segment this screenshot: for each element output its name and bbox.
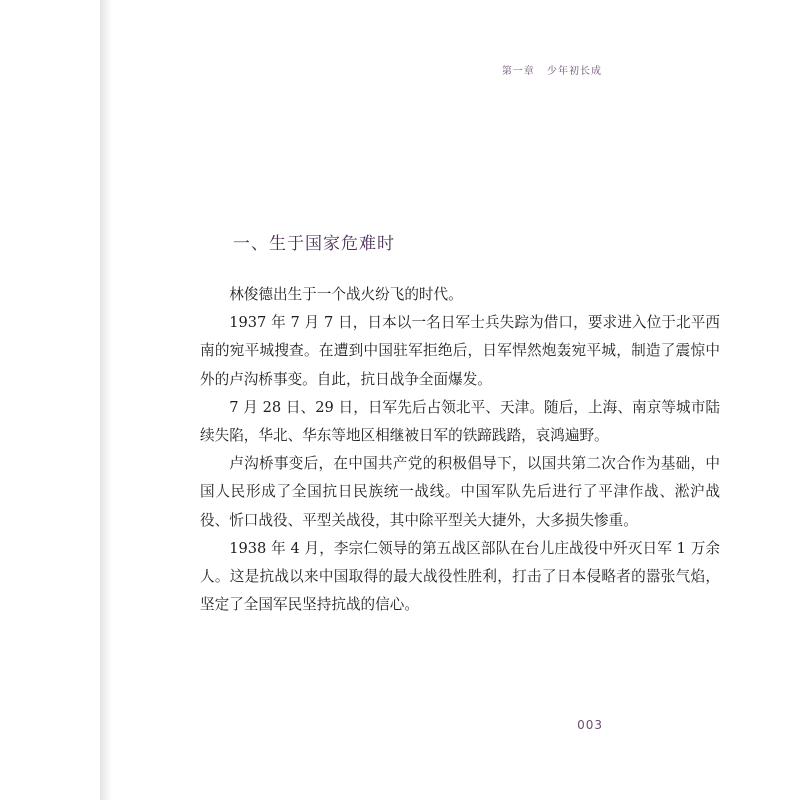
paragraph: 1938 年 4 月，李宗仁领导的第五战区部队在台儿庄战役中歼灭日军 1 万余人。这是抗战以来中国取得的最大战役性胜利，打击了日本侵略者的嚣张气焰，坚定了全国军民坚持抗战的信心。 [200,539,720,614]
running-head-title: 少年初长成 [547,66,602,77]
book-page [112,0,800,800]
body-text [200,281,720,619]
paragraph: 7 月 28 日、29 日，日军先后占领北平、天津。随后，上海、南京等城市陆续失陷，华北、华东等地区相继被日军的铁蹄践踏，哀鸿遍野。 [200,398,720,445]
paragraph: 1937 年 7 月 7 日，日本以一名日军士兵失踪为借口，要求进入位于北平西南的宛平城搜查。在遭到中国驻军拒绝后，日军悍然炮轰宛平城，制造了震惊中外的卢沟桥事变。自此，抗日战争全面爆发。 [200,314,720,388]
paragraph: 林俊德出生于一个战火纷飞的时代。 [229,286,463,303]
page-number: 003 [577,718,603,732]
running-head-chapter: 第一章 [501,66,535,77]
running-head [502,62,602,77]
book-gutter-shadow [100,0,112,800]
paragraph: 卢沟桥事变后，在中国共产党的积极倡导下，以国共第二次合作为基础，中国人民形成了全国抗日民族统一战线。中国军队先后进行了平津作战、淞沪战役、忻口战役、平型关战役，其中除平型关大捷外，大多损失惨重。 [200,455,720,529]
section-title: 一、生于国家危难时 [233,234,395,254]
